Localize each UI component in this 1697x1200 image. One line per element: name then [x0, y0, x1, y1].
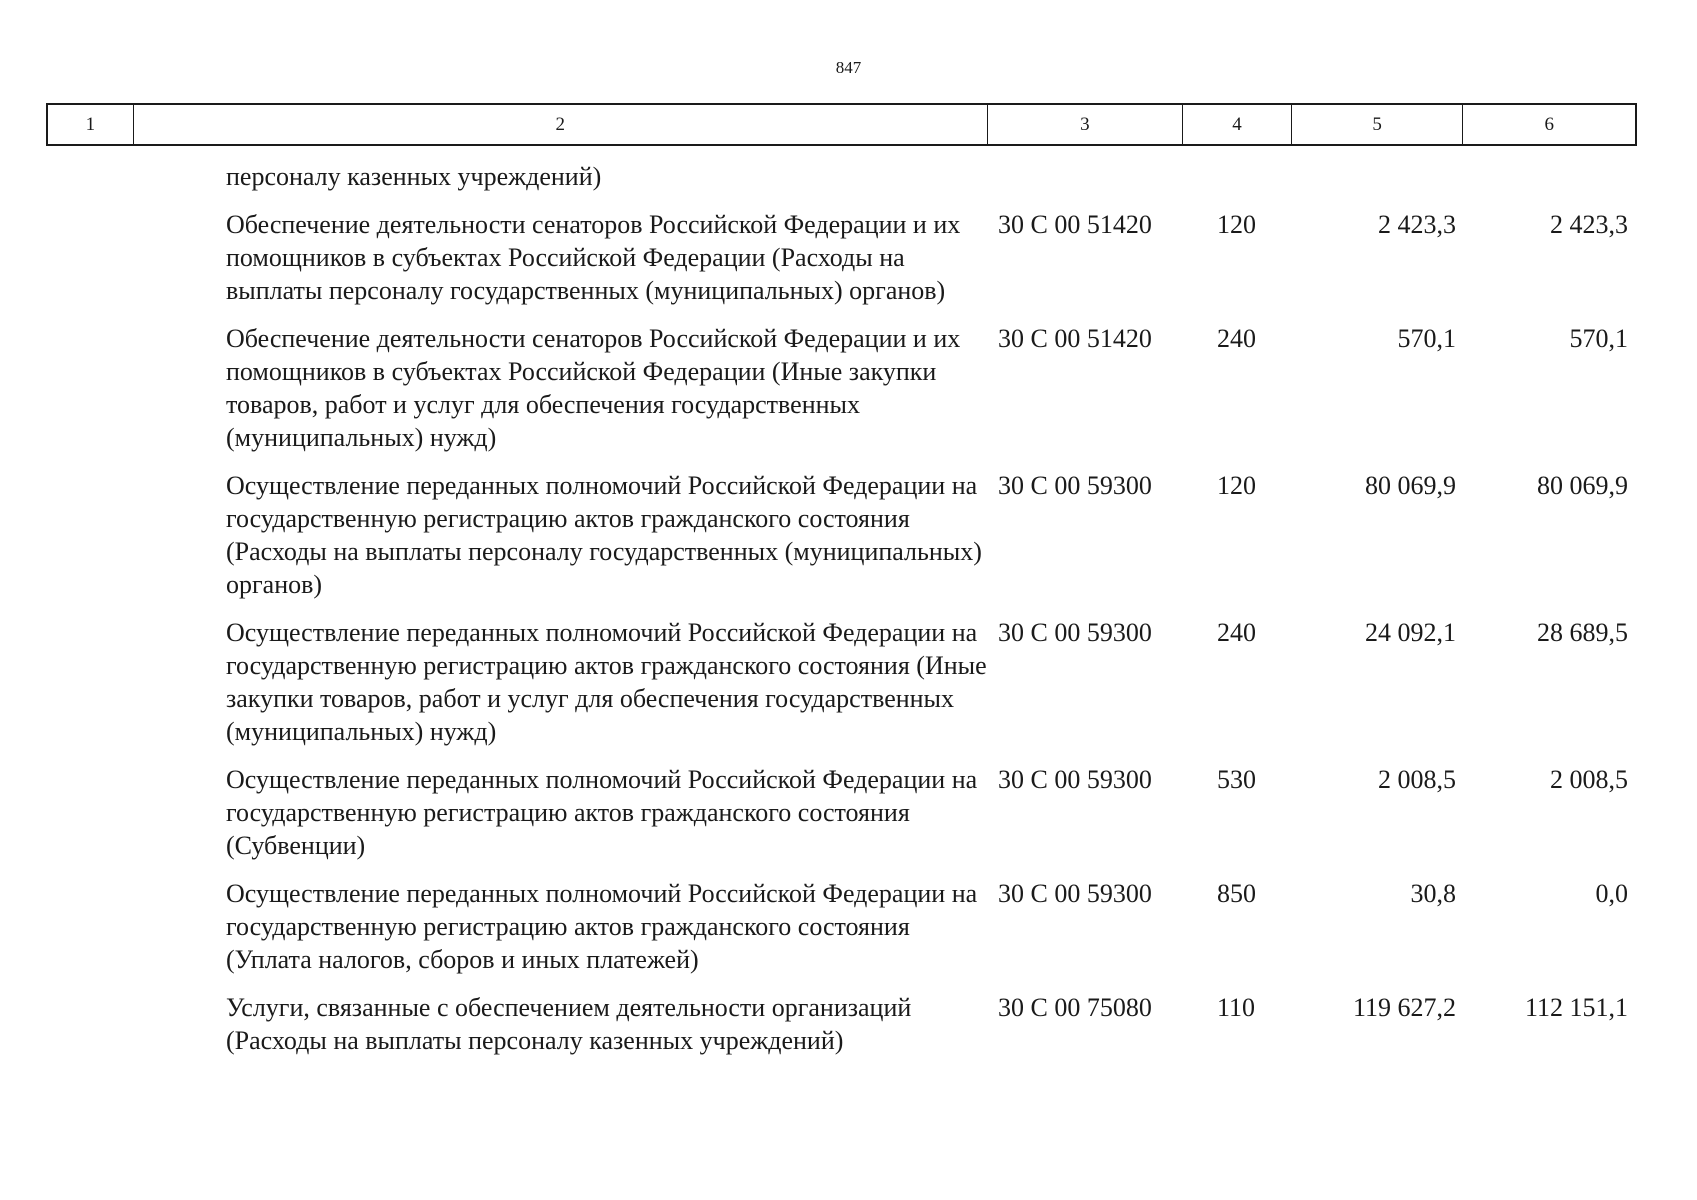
row-number-cell [46, 322, 132, 454]
table-row [46, 991, 1637, 1057]
code-cell: 30 С 00 51420 [998, 210, 1152, 239]
description-cell: Осуществление переданных полномочий Российской Федерации на государственную регистрацию актов гражданского состояния (Субвенции) [226, 765, 978, 860]
table-row [46, 208, 1637, 307]
description-cell: Услуги, связанные с обеспечением деятельности организаций (Расходы на выплаты персоналу казенных учреждений) [226, 993, 912, 1055]
row-number-cell [46, 991, 132, 1057]
value2-cell: 0,0 [1595, 879, 1628, 908]
description-cell: персоналу казенных учреждений) [226, 162, 602, 191]
type-cell: 240 [1217, 618, 1256, 647]
header-col-1: 1 [48, 105, 134, 144]
table-header [46, 103, 1637, 146]
row-number-cell [46, 877, 132, 976]
code-cell: 30 С 00 51420 [998, 324, 1152, 353]
row-number-cell [46, 208, 132, 307]
header-col-5: 5 [1292, 105, 1464, 144]
type-cell: 110 [1217, 993, 1256, 1022]
description-cell: Осуществление переданных полномочий Российской Федерации на государственную регистрацию актов гражданского состояния (Уплата налогов, сборов и иных платежей) [226, 879, 978, 974]
value1-cell: 119 627,2 [1352, 993, 1456, 1022]
table-row [46, 469, 1637, 601]
value2-cell: 112 151,1 [1524, 993, 1628, 1022]
page-number: 847 [835, 58, 862, 77]
header-col-3: 3 [988, 105, 1184, 144]
code-cell: 30 С 00 59300 [998, 879, 1152, 908]
type-cell: 530 [1217, 765, 1256, 794]
row-number-cell [46, 469, 132, 601]
row-number-cell [46, 616, 132, 748]
value2-cell: 80 069,9 [1537, 471, 1628, 500]
code-cell: 30 С 00 59300 [998, 765, 1152, 794]
value1-cell: 24 092,1 [1365, 618, 1456, 647]
description-cell: Осуществление переданных полномочий Российской Федерации на государственную регистрацию актов гражданского состояния (Расходы на выплаты персоналу государственных (муниципальных) органов) [226, 471, 982, 599]
value2-cell: 2 423,3 [1550, 210, 1628, 239]
value2-cell [1465, 160, 1637, 193]
table-row [46, 322, 1637, 454]
type-cell: 120 [1217, 210, 1256, 239]
value1-cell: 2 008,5 [1378, 765, 1456, 794]
header-col-6: 6 [1544, 113, 1554, 135]
code-cell [988, 160, 1184, 193]
type-cell: 850 [1217, 879, 1256, 908]
value2-cell: 2 008,5 [1550, 765, 1628, 794]
value1-cell: 80 069,9 [1365, 471, 1456, 500]
type-cell: 240 [1217, 324, 1256, 353]
table-row [46, 616, 1637, 748]
type-cell: 120 [1217, 471, 1256, 500]
header-col-4: 4 [1183, 105, 1292, 144]
table-row [46, 763, 1637, 862]
description-cell: Осуществление переданных полномочий Российской Федерации на государственную регистрацию актов гражданского состояния (Иные закупки товаров, работ и услуг для обеспечения государственных (муниципальных) нужд) [226, 618, 987, 746]
value2-cell: 28 689,5 [1537, 618, 1628, 647]
value1-cell: 570,1 [1397, 324, 1456, 353]
value1-cell: 30,8 [1410, 879, 1456, 908]
row-number-cell [46, 763, 132, 862]
description-cell: Обеспечение деятельности сенаторов Российской Федерации и их помощников в субъектах Российской Федерации (Расходы на выплаты персоналу государственных (муниципальных) органов) [226, 210, 961, 305]
description-cell: Обеспечение деятельности сенаторов Российской Федерации и их помощников в субъектах Российской Федерации (Иные закупки товаров, работ и услуг для обеспечения государственных (муниципальных) нужд) [226, 324, 961, 452]
value1-cell: 2 423,3 [1378, 210, 1456, 239]
table-row [46, 877, 1637, 976]
table-row [46, 160, 1637, 193]
table-body [46, 160, 1637, 1057]
type-cell [1184, 160, 1293, 193]
value2-cell: 570,1 [1569, 324, 1628, 353]
header-col-2: 2 [134, 105, 988, 144]
row-number-cell [46, 160, 132, 193]
code-cell: 30 С 00 59300 [998, 471, 1152, 500]
code-cell: 30 С 00 75080 [998, 993, 1152, 1022]
value1-cell [1293, 160, 1465, 193]
code-cell: 30 С 00 59300 [998, 618, 1152, 647]
